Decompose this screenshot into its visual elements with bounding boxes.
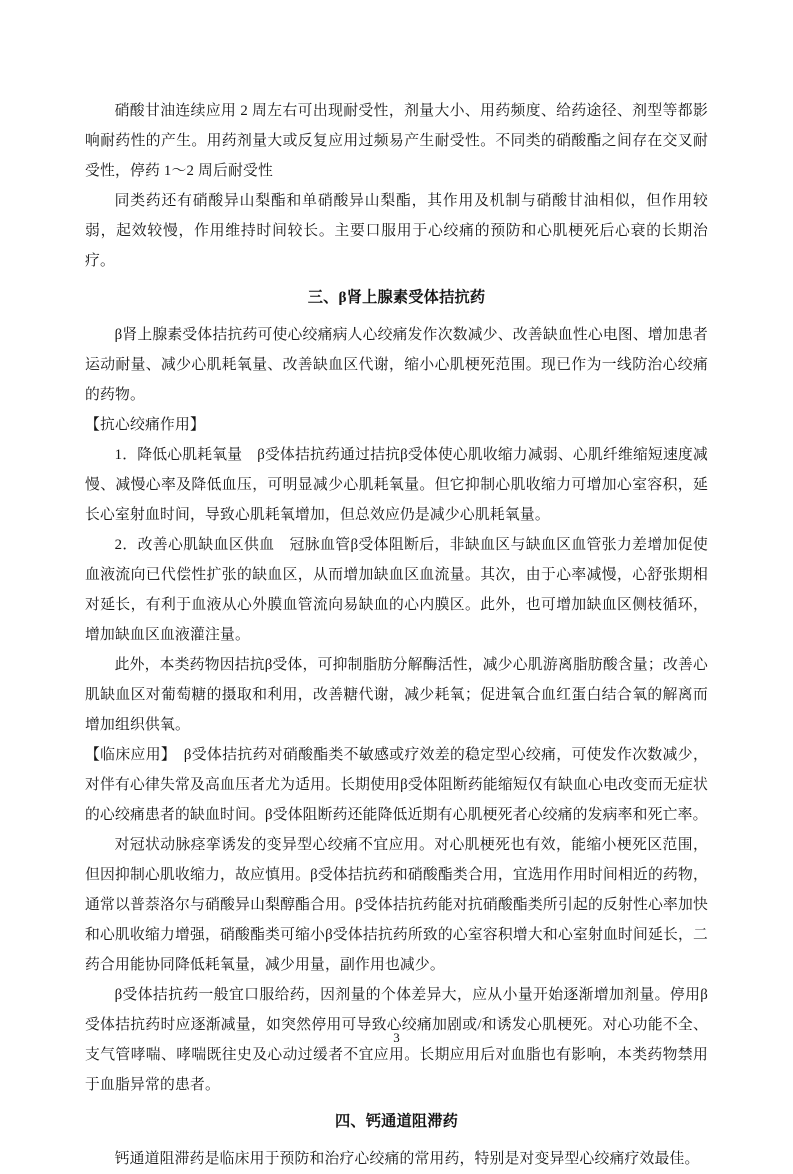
paragraph-clinical-application: 【临床应用】 β受体拮抗药对硝酸酯类不敏感或疗效差的稳定型心绞痛，可使发作次数减少，对伴有心律失常及高血压者尤为适用。长期使用β受体阻断药能缩短仅有缺血心电改变而无症状的心绞痛患者的缺血时间。β受体阻断药还能降低近期有心肌梗死者心绞痛的发病率和死亡率。 — [85, 747, 708, 823]
paragraph-variant-angina-caution: 对冠状动脉痉挛诱发的变异型心绞痛不宜应用。对心肌梗死也有效，能缩小梗死区范围，但因抑制心肌收缩力，故应慎用。β受体拮抗药和硝酸酯类合用，宜选用作用时间相近的药物，通常以普萘洛尔与硝酸异山梨醇酯合用。β受体拮抗药能对抗硝酸酯类所引起的反射性心率加快和心肌收缩力增强，硝酸酯类可缩小β受体拮抗药所致的心室容积增大和心室射血时间延长，二药合用能协同降低耗氧量，减少用量，副作用也减少。 — [85, 837, 708, 973]
paragraph-lipolysis-inhibition: 此外，本类药物因拮抗β受体，可抑制脂肪分解酶活性，减少心肌游离脂肪酸含量；改善心肌缺血区对葡萄糖的摄取和利用，改善糖代谢，减少耗氧；促进氧合血红蛋白结合氧的解离而增加组织供氧。 — [85, 657, 708, 733]
subsection-label-antianginal-action: 【抗心绞痛作用】 — [85, 417, 205, 433]
page-footer — [0, 1030, 793, 1046]
paragraph-oral-dosing: β受体拮抗药一般宜口服给药，因剂量的个体差异大，应从小量开始逐渐增加剂量。停用β受体拮抗药时应逐渐减量，如突然停用可导致心绞痛加剧或/和诱发心肌梗死。对心功能不全、支气管哮喘、哮喘既往史及心动过缓者不宜应用。长期应用后对血脂也有影响，本类药物禁用于血脂异常的患者。 — [85, 987, 708, 1093]
section-heading-beta-blockers: 三、β肾上腺素受体拮抗药 — [307, 289, 486, 306]
section-heading-calcium-channel-blockers: 四、钙通道阻滞药 — [334, 1113, 459, 1130]
paragraph-nitroglycerin-tolerance: 硝酸甘油连续应用 2 周左右可出现耐受性，剂量大小、用药频度、给药途径、剂型等都影响耐药性的产生。用药剂量大或反复应用过频易产生耐受性。不同类的硝酸酯之间存在交叉耐受性，停药 1～2 周后耐受性 — [85, 103, 708, 179]
paragraph-ccb-intro: 钙通道阻滞药是临床用于预防和治疗心绞痛的常用药，特别是对变异型心绞痛疗效最佳。 — [114, 1151, 700, 1167]
paragraph-beta-blocker-intro: β肾上腺素受体拮抗药可使心绞痛病人心绞痛发作次数减少、改善缺血性心电图、增加患者运动耐量、减少心肌耗氧量、改善缺血区代谢，缩小心肌梗死范围。现已作为一线防治心绞痛的药物。 — [85, 327, 708, 403]
page-number: 3 — [393, 1030, 400, 1045]
paragraph-reduce-oxygen-consumption: 1．降低心肌耗氧量 β受体拮抗药通过拮抗β受体使心肌收缩力减弱、心肌纤维缩短速度减慢、减慢心率及降低血压，可明显减少心肌耗氧量。但它抑制心肌收缩力可增加心室容积，延长心室射血时间，导致心肌耗氧增加，但总效应仍是减少心肌耗氧量。 — [85, 447, 708, 523]
document-content — [85, 96, 708, 1174]
paragraph-isosorbide: 同类药还有硝酸异山梨酯和单硝酸异山梨酯，其作用及机制与硝酸甘油相似，但作用较弱，起效较慢，作用维持时间较长。主要口服用于心绞痛的预防和心肌梗死后心衰的长期治疗。 — [85, 193, 708, 269]
paragraph-improve-ischemic-blood-supply: 2．改善心肌缺血区供血 冠脉血管β受体阻断后，非缺血区与缺血区血管张力差增加促使血液流向已代偿性扩张的缺血区，从而增加缺血区血流量。其次，由于心率减慢，心舒张期相对延长，有利于血液从心外膜血管流向易缺血的心内膜区。此外，也可增加缺血区侧枝循环，增加缺血区血液灌注量。 — [85, 537, 708, 643]
